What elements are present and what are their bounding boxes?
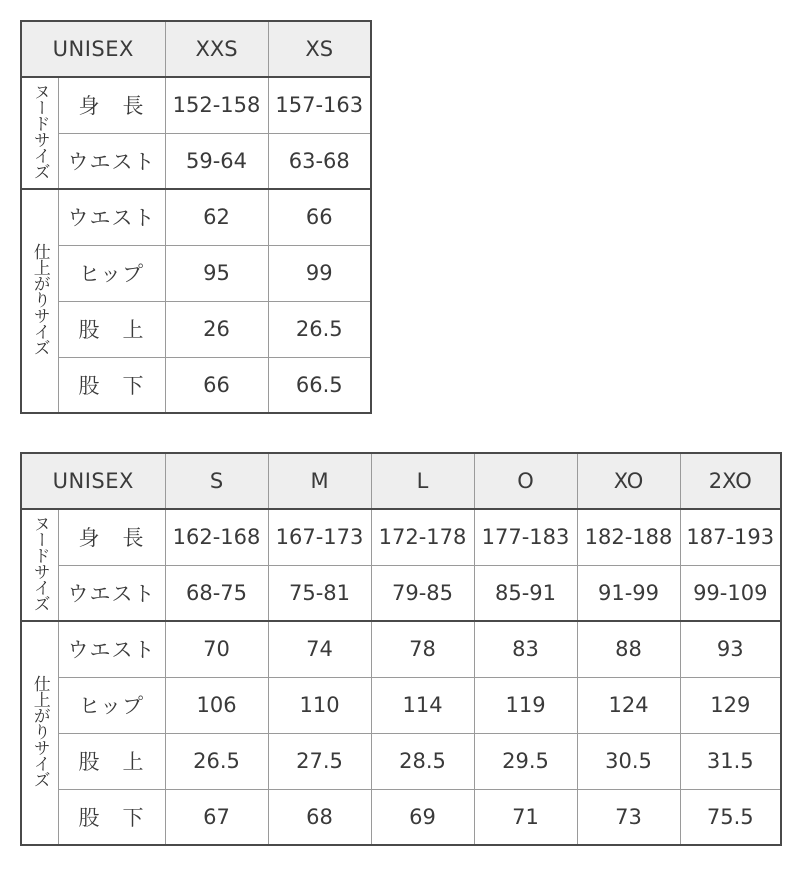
cell-value: 99-109 (680, 565, 781, 621)
cell-value: 88 (577, 621, 680, 677)
row-label-height: 身 長 (58, 77, 165, 133)
cell-value: 129 (680, 677, 781, 733)
size-header-l: L (371, 453, 474, 509)
size-header-2xo: 2XO (680, 453, 781, 509)
cell-value: 31.5 (680, 733, 781, 789)
table-row (21, 509, 781, 565)
table-row (21, 621, 781, 677)
cell-value: 66 (268, 189, 371, 245)
row-label-inseam: 股 下 (58, 789, 165, 845)
size-header-s: S (165, 453, 268, 509)
group-label: ヌードサイズ (29, 514, 50, 611)
group-label: ヌードサイズ (29, 82, 50, 179)
table-row (21, 301, 371, 357)
cell-value: 172-178 (371, 509, 474, 565)
row-label-height: 身 長 (58, 509, 165, 565)
row-label-waist: ウエスト (58, 565, 165, 621)
cell-value: 71 (474, 789, 577, 845)
brand-label: UNISEX (21, 453, 165, 509)
table-row (21, 133, 371, 189)
cell-value: 182-188 (577, 509, 680, 565)
cell-value: 177-183 (474, 509, 577, 565)
row-label-waist: ウエスト (58, 133, 165, 189)
row-label-rise: 股 上 (58, 301, 165, 357)
table-row (21, 789, 781, 845)
size-header-o: O (474, 453, 577, 509)
size-header-m: M (268, 453, 371, 509)
cell-value: 124 (577, 677, 680, 733)
cell-value: 74 (268, 621, 371, 677)
group-nude-size (21, 509, 58, 621)
cell-value: 75.5 (680, 789, 781, 845)
size-table-small (20, 20, 372, 414)
cell-value: 68-75 (165, 565, 268, 621)
cell-value: 68 (268, 789, 371, 845)
table-row (21, 677, 781, 733)
cell-value: 66 (165, 357, 268, 413)
cell-value: 119 (474, 677, 577, 733)
cell-value: 187-193 (680, 509, 781, 565)
row-label-hip: ヒップ (58, 245, 165, 301)
row-label-rise: 股 上 (58, 733, 165, 789)
cell-value: 91-99 (577, 565, 680, 621)
cell-value: 167-173 (268, 509, 371, 565)
cell-value: 95 (165, 245, 268, 301)
cell-value: 63-68 (268, 133, 371, 189)
cell-value: 83 (474, 621, 577, 677)
cell-value: 78 (371, 621, 474, 677)
cell-value: 69 (371, 789, 474, 845)
cell-value: 93 (680, 621, 781, 677)
cell-value: 66.5 (268, 357, 371, 413)
cell-value: 28.5 (371, 733, 474, 789)
brand-label: UNISEX (21, 21, 165, 77)
row-label-waist: ウエスト (58, 621, 165, 677)
table-row (21, 189, 371, 245)
table-row (21, 565, 781, 621)
cell-value: 162-168 (165, 509, 268, 565)
table-row (21, 733, 781, 789)
cell-value: 30.5 (577, 733, 680, 789)
size-header-xxs: XXS (165, 21, 268, 77)
cell-value: 73 (577, 789, 680, 845)
header-row (21, 453, 781, 509)
cell-value: 79-85 (371, 565, 474, 621)
cell-value: 110 (268, 677, 371, 733)
cell-value: 26 (165, 301, 268, 357)
cell-value: 70 (165, 621, 268, 677)
table-row (21, 77, 371, 133)
table-row (21, 357, 371, 413)
row-label-hip: ヒップ (58, 677, 165, 733)
cell-value: 85-91 (474, 565, 577, 621)
cell-value: 106 (165, 677, 268, 733)
size-header-xo: XO (577, 453, 680, 509)
group-label: 仕上がりサイズ (29, 674, 50, 787)
cell-value: 59-64 (165, 133, 268, 189)
group-finished-size (21, 621, 58, 845)
cell-value: 152-158 (165, 77, 268, 133)
cell-value: 99 (268, 245, 371, 301)
group-nude-size (21, 77, 58, 189)
cell-value: 26.5 (165, 733, 268, 789)
cell-value: 75-81 (268, 565, 371, 621)
table-row (21, 245, 371, 301)
group-finished-size (21, 189, 58, 413)
cell-value: 67 (165, 789, 268, 845)
cell-value: 26.5 (268, 301, 371, 357)
cell-value: 62 (165, 189, 268, 245)
cell-value: 27.5 (268, 733, 371, 789)
row-label-inseam: 股 下 (58, 357, 165, 413)
group-label: 仕上がりサイズ (29, 242, 50, 355)
cell-value: 114 (371, 677, 474, 733)
cell-value: 157-163 (268, 77, 371, 133)
size-header-xs: XS (268, 21, 371, 77)
size-table-large (20, 452, 782, 846)
row-label-waist: ウエスト (58, 189, 165, 245)
cell-value: 29.5 (474, 733, 577, 789)
header-row (21, 21, 371, 77)
